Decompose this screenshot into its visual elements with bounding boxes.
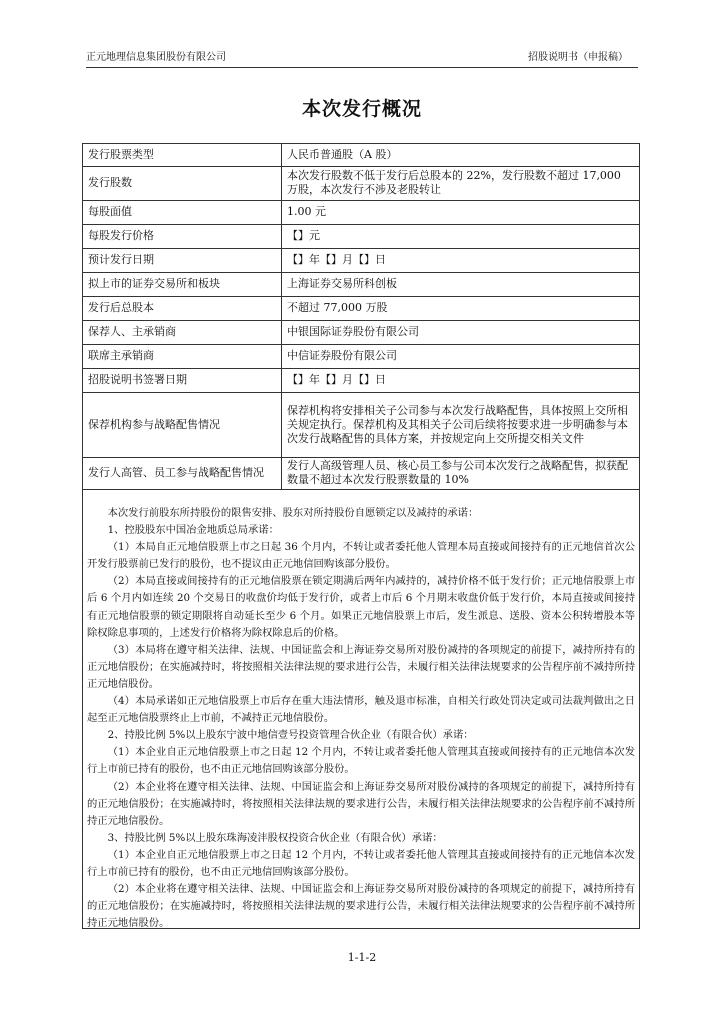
row-value: 不超过 77,000 万股 <box>282 296 640 320</box>
row-label: 发行股票类型 <box>83 144 282 166</box>
table-row <box>83 200 639 224</box>
row-label: 保荐人、主承销商 <box>83 320 282 344</box>
offering-summary-table <box>83 144 639 490</box>
paragraph: （2）本企业将在遵守相关法律、法规、中国证监会和上海证券交易所对股份减持的各项规定的前提下，减持所持有的正元地信股份；在实施减持时，将按照相关法律法规的要求进行公告，未履行相关法律法规要求的公告程序前不减持所持正元地信股份。 <box>87 883 635 930</box>
paragraph: （4）本局承诺如正元地信股票上市后存在重大违法情形，触及退市标准，自相关行政处罚决定或司法裁判做出之日起至正元地信股票终止上市前，不减持正元地信股份。 <box>87 695 635 725</box>
table-row <box>83 392 639 457</box>
content-frame <box>82 143 640 929</box>
row-label: 保荐机构参与战略配售情况 <box>83 392 282 457</box>
row-value: 【】年【】月【】日 <box>282 248 640 272</box>
row-label: 招股说明书签署日期 <box>83 368 282 392</box>
paragraph: 3、持股比例 5%以上股东珠海凌沣股权投资合伙企业（有限合伙）承诺： <box>107 831 443 844</box>
row-label: 发行人高管、员工参与战略配售情况 <box>83 457 282 489</box>
table-row <box>83 166 639 200</box>
row-label: 每股发行价格 <box>83 224 282 248</box>
row-value: 发行人高级管理人员、核心员工参与公司本次发行之战略配售，拟获配数量不超过本次发行股票数量的 10% <box>282 457 640 489</box>
row-label: 联席主承销商 <box>83 344 282 368</box>
paragraph: （1）本企业自正元地信股票上市之日起 12 个月内，不转让或者委托他人管理其直接或间接持有的正元地信本次发行上市前已持有的股份，也不由正元地信回购该部分股份。 <box>87 848 635 878</box>
row-value: 中银国际证券股份有限公司 <box>282 320 640 344</box>
paragraph: 1、控股股东中国冶金地质总局承诺： <box>107 524 279 537</box>
header-doc-type: 招股说明书（申报稿） <box>528 52 628 63</box>
page-header <box>86 51 638 68</box>
row-label: 拟上市的证券交易所和板块 <box>83 272 282 296</box>
row-value: 上海证券交易所科创板 <box>282 272 640 296</box>
lockup-commitments <box>83 505 639 932</box>
paragraph: （2）本局直接或间接持有的正元地信股票在锁定期满后两年内减持的，减持价格不低于发行价；正元地信股票上市后 6 个月内如连续 20 个交易日的收盘价均低于发行价，或者上市后 6 个月期末收盘价低于发行价，本局直接或间接持有正元地信股票的锁定期限将自动延长至少 6 个月。如果正元地信股票上市后，发生派息、送股、资本公积转增股本等除权除息事项的，上述发行价格将为除权除息后的价格。 <box>87 575 635 639</box>
table-row <box>83 248 639 272</box>
row-value: 保荐机构将安排相关子公司参与本次发行战略配售，具体按照上交所相关规定执行。保荐机构及其相关子公司后续将按要求进一步明确参与本次发行战略配售的具体方案，并按规定向上交所提交相关文件 <box>282 392 640 457</box>
row-label: 发行后总股本 <box>83 296 282 320</box>
row-value: 人民币普通股（A 股） <box>282 144 640 166</box>
paragraph: （1）本局自正元地信股票上市之日起 36 个月内，不转让或者委托他人管理本局直接或间接持有的正元地信首次公开发行股票前已发行的股份，也不提议由正元地信回购该部分股份。 <box>87 541 635 571</box>
row-label: 发行股数 <box>83 166 282 200</box>
paragraph: （3）本局将在遵守相关法律、法规、中国证监会和上海证券交易所对股份减持的各项规定的前提下，减持所持有的正元地信股份；在实施减持时，将按照相关法律法规的要求进行公告，未履行相关法律法规要求的公告程序前不减持所持正元地信股份。 <box>87 643 635 690</box>
row-value: 【】年【】月【】日 <box>282 368 640 392</box>
table-row <box>83 368 639 392</box>
paragraph: 本次发行前股东所持股份的限售安排、股东对所持股份自愿锁定以及减持的承诺： <box>107 507 479 519</box>
row-value: 本次发行股数不低于发行后总股本的 22%，发行股数不超过 17,000 万股，本次发行不涉及老股转让 <box>282 166 640 200</box>
paragraph: （1）本企业自正元地信股票上市之日起 12 个月内，不转让或者委托他人管理其直接或间接持有的正元地信本次发行上市前已持有的股份，也不由正元地信回购该部分股份。 <box>87 746 635 776</box>
row-value: 【】元 <box>282 224 640 248</box>
table-row <box>83 344 639 368</box>
row-label: 预计发行日期 <box>83 248 282 272</box>
paragraph: 2、持股比例 5%以上股东宁波中地信壹号投资管理合伙企业（有限合伙）承诺： <box>107 729 474 742</box>
page-title: 本次发行概况 <box>301 98 422 120</box>
table-row <box>83 296 639 320</box>
row-label: 每股面值 <box>83 200 282 224</box>
header-company: 正元地理信息集团股份有限公司 <box>86 52 226 63</box>
table-row <box>83 457 639 489</box>
row-value: 中信证券股份有限公司 <box>282 344 640 368</box>
table-row <box>83 144 639 166</box>
table-row <box>83 224 639 248</box>
page-number: 1-1-2 <box>347 951 377 964</box>
table-row <box>83 320 639 344</box>
table-row <box>83 272 639 296</box>
row-value: 1.00 元 <box>282 200 640 224</box>
paragraph: （2）本企业将在遵守相关法律、法规、中国证监会和上海证券交易所对股份减持的各项规定的前提下，减持所持有的正元地信股份；在实施减持时，将按照相关法律法规的要求进行公告，未履行相关法律法规要求的公告程序前不减持所持正元地信股份。 <box>87 780 635 827</box>
